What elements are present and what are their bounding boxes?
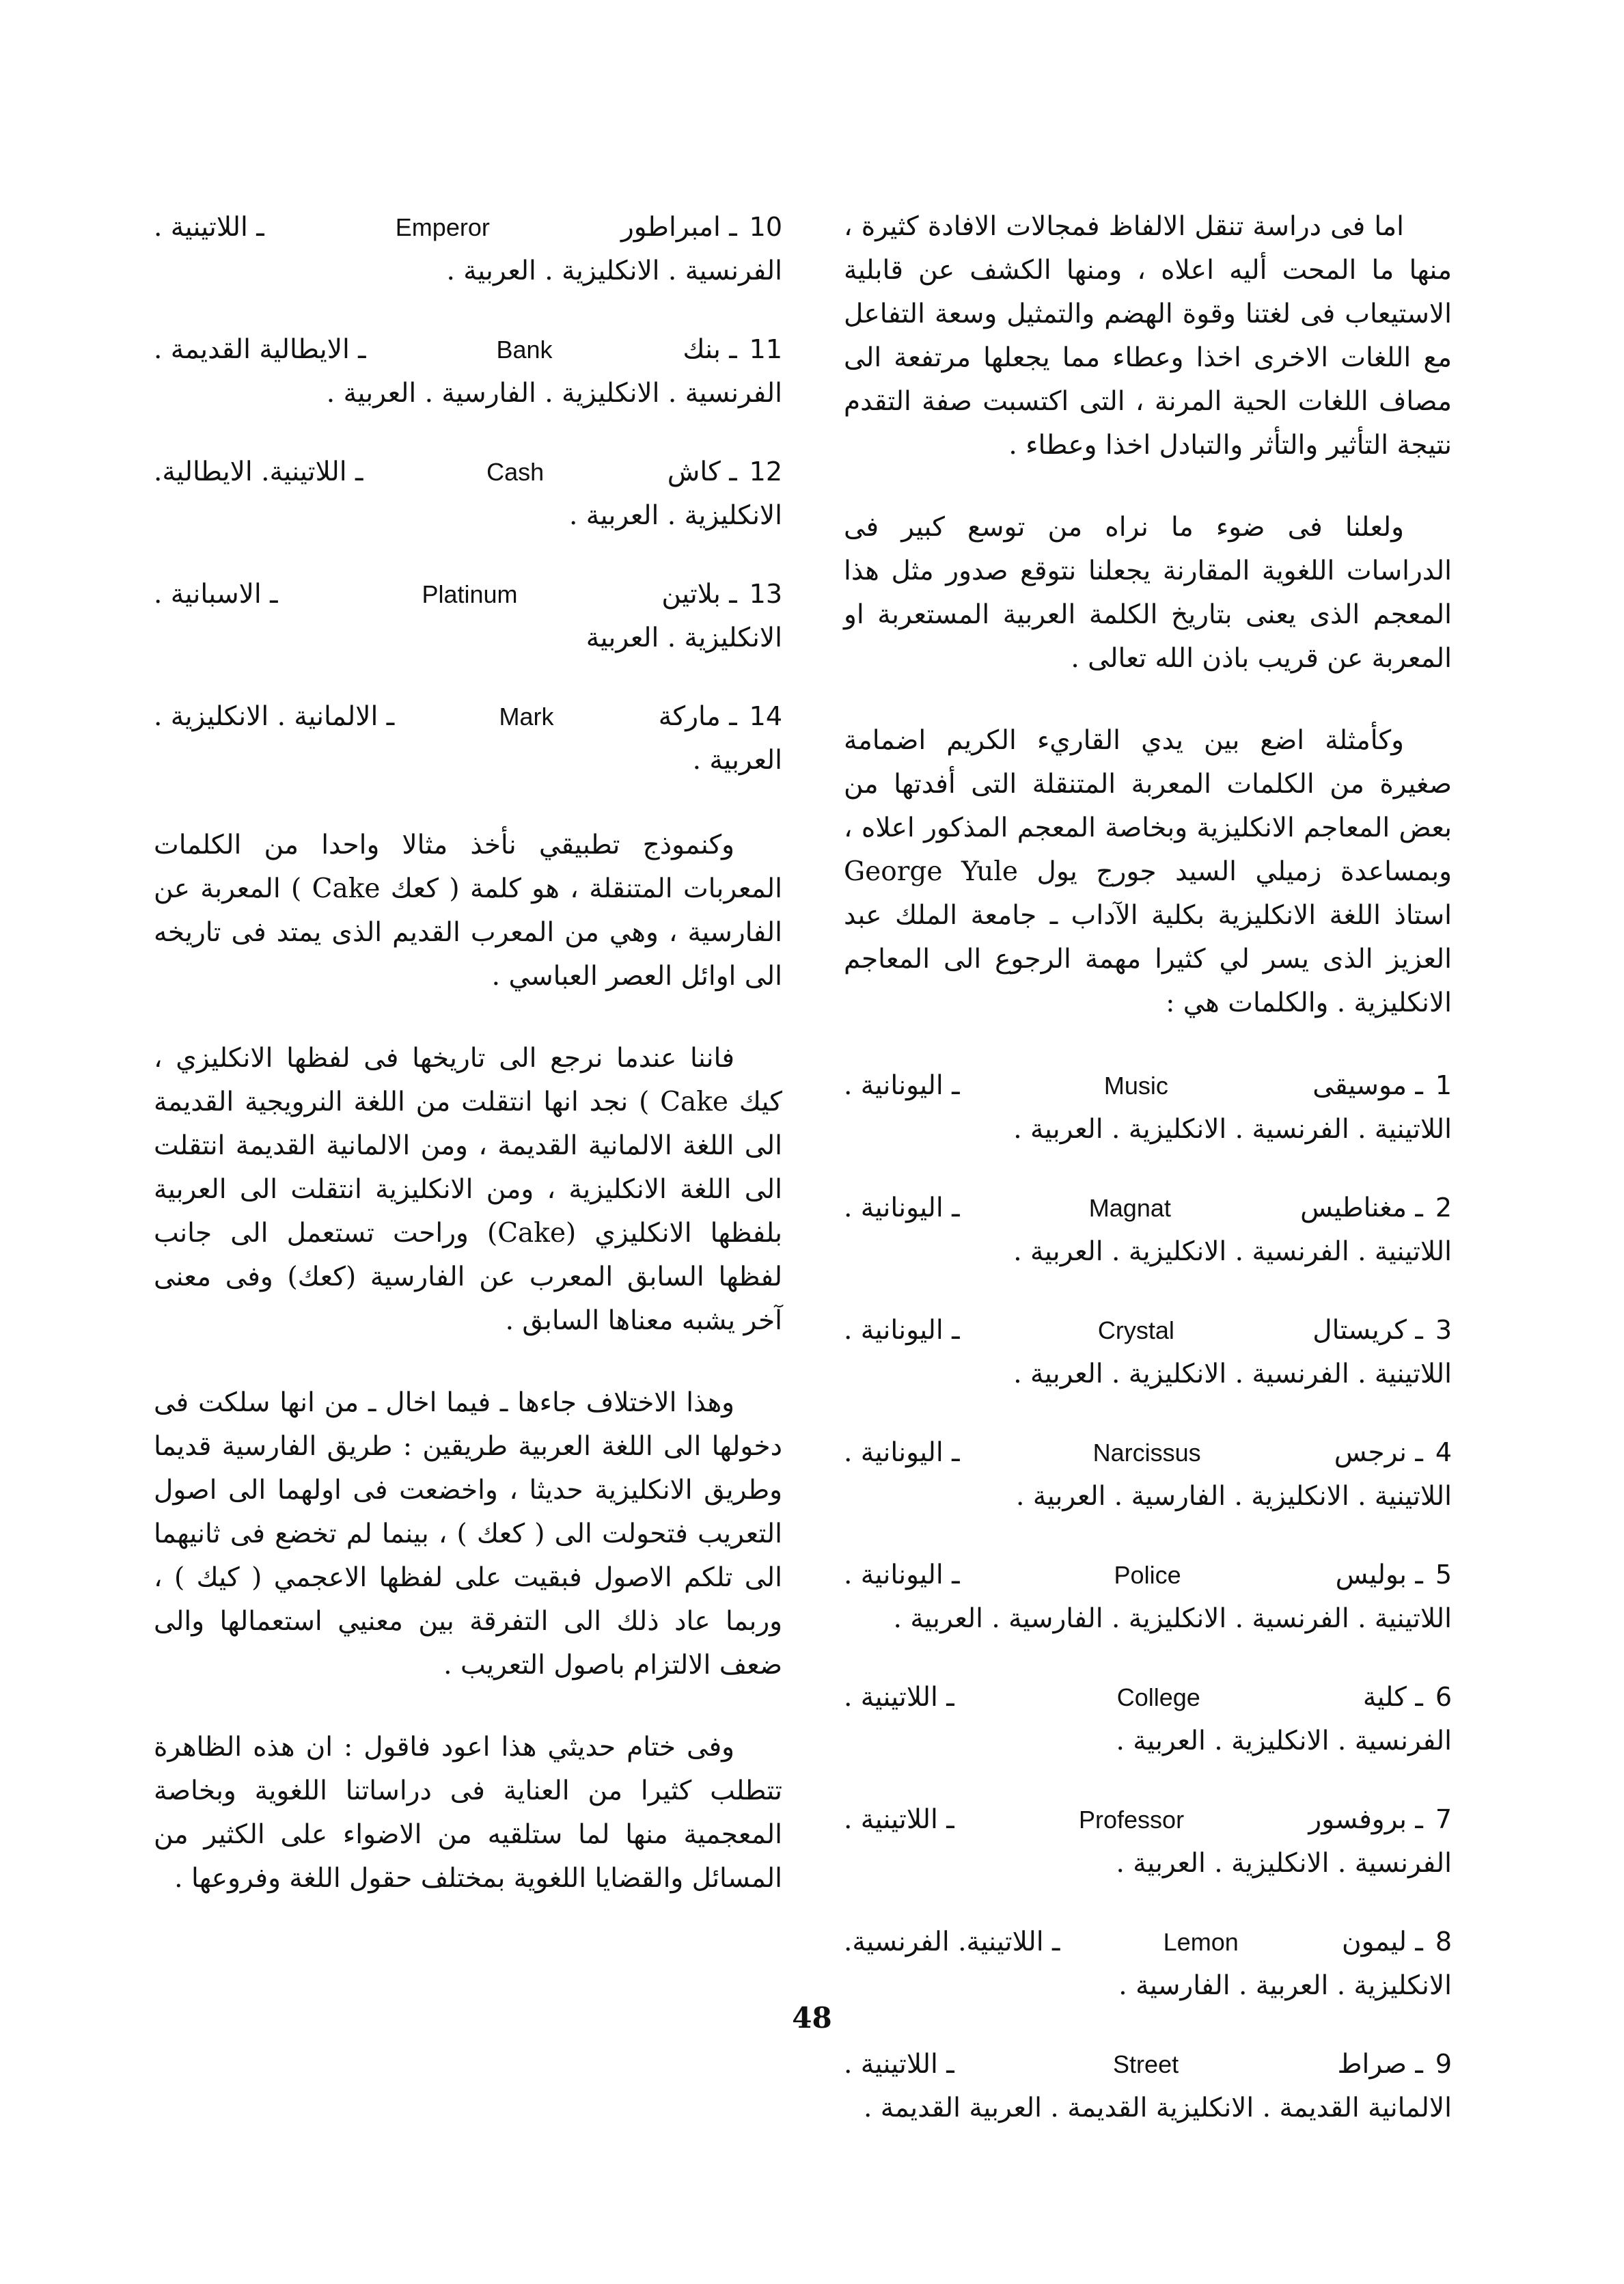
- right-column: [844, 205, 1452, 2164]
- language-chain-start: ـ اليونانية .: [844, 1315, 960, 1346]
- arabic-word: ـ امبراطور: [620, 212, 737, 243]
- list-item-headline: [844, 1308, 1452, 1352]
- language-chain-start: ـ اليونانية .: [844, 1437, 960, 1468]
- language-chain-continued: اللاتينية . الانكليزية . الفارسية . العربية .: [1016, 1481, 1452, 1512]
- latin-word: Street: [1113, 2050, 1179, 2078]
- list-item: [844, 1797, 1452, 1886]
- list-item-headline: [844, 1186, 1452, 1230]
- language-chain-continued: العربية .: [692, 745, 782, 776]
- latin-word: Music: [1103, 1072, 1168, 1100]
- list-item-headline: [844, 1063, 1452, 1108]
- list-item: [844, 1920, 1452, 2008]
- language-chain-continued: اللاتينية . الفرنسية . الانكليزية . العربية .: [1013, 1114, 1452, 1145]
- list-item: [154, 327, 782, 416]
- entry-head: [1336, 1553, 1452, 1597]
- language-chain-continued: الالمانية القديمة . الانكليزية القديمة . العربية القديمة .: [864, 2093, 1452, 2123]
- arabic-word: ـ ماركة: [658, 701, 737, 732]
- arabic-word: ـ بروفسور: [1308, 1804, 1423, 1835]
- item-number: 11: [749, 334, 782, 364]
- arabic-word: ـ بلاتين: [661, 579, 737, 610]
- arabic-word: ـ كلية: [1362, 1682, 1423, 1713]
- entry-head: [1312, 1308, 1452, 1352]
- item-number: 1: [1435, 1070, 1452, 1100]
- left-column: [154, 205, 782, 1939]
- language-chain-start: ـ الاسبانية .: [154, 579, 278, 610]
- entry-head: [621, 205, 782, 249]
- list-item: [154, 694, 782, 783]
- language-chain-continued: الفرنسية . الانكليزية . الفارسية . العربية .: [326, 378, 782, 409]
- paragraph: وهذا الاختلاف جاءها ـ فيما اخال ـ من انها سلكت فى دخولها الى اللغة العربية طريقين : طريق الفارسية قديما وطريق الانكليزية حديثا ، واخضعت فى اولهما الى اصول التعريب فتحولت الى ( كعك ) ، بينما لم تخضع فى ثانيهما الى تلكم الاصول فبقيت على لفظها الاعجمي ( كيك ) ، وربما عاد ذلك الى التفرقة بين معنيي استعمالها والى ضعف الالتزام باصول التعريب .: [154, 1387, 782, 1681]
- list-item: [844, 1308, 1452, 1396]
- language-chain-continued: اللاتينية . الفرنسية . الانكليزية . العربية .: [1013, 1359, 1452, 1389]
- list-item-headline: [154, 572, 782, 616]
- item-number: 12: [749, 457, 782, 487]
- arabic-word: ـ موسيقى: [1312, 1070, 1423, 1101]
- language-chain-start: ـ اليونانية .: [844, 1560, 960, 1590]
- latin-word: Platinum: [422, 580, 518, 608]
- paragraph: وكنموذج تطبيقي نأخذ مثالا واحدا من الكلمات المعربات المتنقلة ، هو كلمة ( كعك Cake ) المعربة عن الفارسية ، وهي من المعرب القديم الذى يمتد فى تاريخه الى اوائل العصر العباسي .: [154, 830, 782, 992]
- list-item-headline: [844, 2042, 1452, 2086]
- language-chain-start: ـ اللاتينية. الايطالية.: [154, 457, 363, 487]
- entry-head: [1334, 1430, 1452, 1475]
- language-chain-start: ـ الايطالية القديمة .: [154, 334, 366, 365]
- language-chain-continued: اللاتينية . الفرنسية . الانكليزية . العربية .: [1013, 1236, 1452, 1267]
- paragraph: وفى ختام حديثي هذا اعود فاقول : ان هذه الظاهرة تتطلب كثيرا من العناية فى دراساتنا اللغوية وبخاصة المعجمية منها لما ستلقيه من الاضواء على الكثير من المسائل والقضايا اللغوية بمختلف حقول اللغة وفروعها .: [154, 1732, 782, 1894]
- latin-word: Magnat: [1088, 1194, 1171, 1222]
- entry-head: [1308, 1797, 1452, 1842]
- language-chain-start: ـ اللاتينية. الفرنسية.: [844, 1927, 1060, 1957]
- item-number: 13: [749, 579, 782, 609]
- latin-word: Mark: [499, 703, 554, 731]
- language-chain-start: ـ اللاتينية .: [844, 2049, 954, 2080]
- entry-head: [683, 327, 782, 372]
- word-list: [154, 205, 782, 783]
- entry-head: [1363, 1675, 1452, 1719]
- list-item-headline: [844, 1430, 1452, 1475]
- arabic-word: ـ نرجس: [1334, 1437, 1423, 1468]
- list-item: [844, 1430, 1452, 1519]
- item-number: 2: [1435, 1193, 1452, 1223]
- list-item-headline: [844, 1797, 1452, 1842]
- paragraph: وكأمثلة اضع بين يدي القاريء الكريم اضمامة صغيرة من الكلمات المعربة المتنقلة التى أفدتها من بعض المعاجم الانكليزية وبخاصة المعجم المذكور اعلاه ، وبمساعدة زميلي السيد جورج يول George Yule استاذ اللغة الانكليزية بكلية الآداب ـ جامعة الملك عبد العزيز الذى يسر لي كثيرا مهمة الرجوع الى المعاجم الانكليزية . والكلمات هي :: [844, 725, 1452, 1018]
- list-item-headline: [154, 327, 782, 372]
- language-chain-continued: الفرنسية . الانكليزية . العربية .: [1116, 1848, 1452, 1879]
- language-chain-start: ـ اليونانية .: [844, 1193, 960, 1223]
- item-number: 8: [1435, 1927, 1452, 1957]
- language-chain-continued: الانكليزية . العربية: [586, 623, 782, 653]
- list-item: [844, 1186, 1452, 1274]
- list-item-headline: [154, 694, 782, 739]
- list-item-headline: [154, 450, 782, 494]
- entry-head: [1312, 1063, 1452, 1108]
- language-chain-start: ـ اليونانية .: [844, 1070, 960, 1101]
- latin-word: Emperor: [395, 213, 490, 241]
- arabic-word: ـ صراط: [1337, 2049, 1423, 2080]
- entry-head: [661, 572, 782, 616]
- item-number: 5: [1435, 1560, 1452, 1590]
- arabic-word: ـ ليمون: [1342, 1927, 1423, 1957]
- list-item: [844, 2042, 1452, 2130]
- item-number: 3: [1435, 1315, 1452, 1345]
- latin-word: Police: [1114, 1561, 1181, 1589]
- language-chain-start: ـ اللاتينية .: [154, 212, 264, 243]
- entry-head: [1337, 2042, 1452, 2086]
- item-number: 6: [1435, 1682, 1452, 1712]
- item-number: 14: [749, 701, 782, 731]
- language-chain-start: ـ الالمانية . الانكليزية .: [154, 701, 395, 732]
- arabic-word: ـ بنك: [683, 334, 737, 365]
- list-item: [154, 450, 782, 538]
- list-item: [844, 1553, 1452, 1641]
- latin-word: Professor: [1079, 1806, 1185, 1834]
- list-item-headline: [844, 1553, 1452, 1597]
- entry-head: [1342, 1920, 1452, 1964]
- paragraph: فاننا عندما نرجع الى تاريخها فى لفظها الانكليزي ، كيك Cake ) نجد انها انتقلت من اللغة النرويجية القديمة الى اللغة الالمانية القديمة ، ومن الالمانية القديمة انتقلت الى اللغة الانكليزية ، ومن الانكليزية انتقلت الى العربية بلفظها الانكليزي (Cake) وراحت تستعمل الى جانب لفظها السابق المعرب عن الفارسية (كعك) وفى معنى آخر يشبه معناها السابق .: [154, 1043, 782, 1336]
- language-chain-continued: الفرنسية . الانكليزية . العربية .: [1116, 1726, 1452, 1756]
- item-number: 4: [1435, 1437, 1452, 1467]
- language-chain-continued: اللاتينية . الفرنسية . الانكليزية . الفارسية . العربية .: [893, 1603, 1452, 1634]
- word-list: [844, 1063, 1452, 2130]
- page-number: 48: [792, 2001, 832, 2035]
- item-number: 10: [749, 212, 782, 242]
- entry-head: [668, 450, 782, 494]
- latin-word: Crystal: [1097, 1316, 1174, 1344]
- list-item-headline: [844, 1920, 1452, 1964]
- item-number: 9: [1435, 2049, 1452, 2079]
- arabic-word: ـ مغناطيس: [1300, 1193, 1423, 1223]
- list-item-headline: [154, 205, 782, 249]
- list-item-headline: [844, 1675, 1452, 1719]
- entry-head: [659, 694, 782, 739]
- language-chain-continued: الانكليزية . العربية .: [569, 500, 782, 531]
- list-item: [154, 205, 782, 293]
- latin-word: Cash: [486, 458, 545, 486]
- arabic-word: ـ كاش: [667, 457, 737, 487]
- language-chain-continued: الفرنسية . الانكليزية . العربية .: [446, 256, 782, 286]
- language-chain-continued: الانكليزية . العربية . الفارسية .: [1118, 1970, 1452, 2001]
- latin-word: Bank: [496, 336, 553, 364]
- item-number: 7: [1435, 1804, 1452, 1834]
- latin-word: Lemon: [1163, 1928, 1239, 1956]
- latin-word: College: [1116, 1683, 1200, 1711]
- paragraph: ولعلنا فى ضوء ما نراه من توسع كبير فى الدراسات اللغوية المقارنة يجعلنا نتوقع صدور مثل هذا المعجم الذى يعنى بتاريخ الكلمة العربية المستعربة او المعربة عن قريب باذن الله تعالى .: [844, 512, 1452, 674]
- list-item: [844, 1063, 1452, 1152]
- arabic-word: ـ كريستال: [1312, 1315, 1423, 1346]
- list-item: [154, 572, 782, 660]
- list-item: [844, 1675, 1452, 1763]
- paragraph: اما فى دراسة تنقل الالفاظ فمجالات الافادة كثيرة ، منها ما المحت أليه اعلاه ، ومنها الكشف عن قابلية الاستيعاب فى لغتنا وقوة الهضم والتمثيل وسعة التفاعل مع اللغات الاخرى اخذا وعطاء مما يجعلها مرتفعة الى مصاف اللغات الحية المرنة ، التى اكتسبت صفة التقدم نتيجة التأثير والتأثر والتبادل اخذا وعطاء .: [844, 211, 1452, 461]
- entry-head: [1300, 1186, 1452, 1230]
- arabic-word: ـ بوليس: [1335, 1560, 1423, 1590]
- latin-word: Narcissus: [1092, 1439, 1201, 1467]
- language-chain-start: ـ اللاتينية .: [844, 1804, 954, 1835]
- language-chain-start: ـ اللاتينية .: [844, 1682, 954, 1713]
